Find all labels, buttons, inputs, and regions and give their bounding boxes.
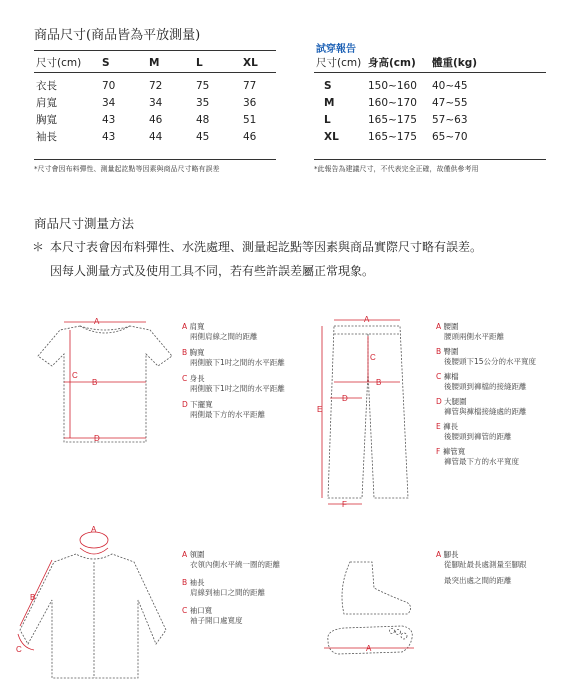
table-header-row [36,54,283,71]
trial-weight: 47~55 [432,96,468,109]
table-bottom-rule [34,159,276,160]
cell: 46 [243,130,257,143]
cell: 48 [196,113,210,126]
tshirt-labels [182,322,285,420]
label-key: E [436,422,441,431]
table-row [316,94,522,111]
label-key: F [436,447,441,456]
trial-size: XL [324,130,339,143]
label-desc: 褲管最下方的水平寬度 [444,457,519,466]
label-name: 袖口寬 [189,606,213,615]
trial-bottom-rule [314,159,546,160]
label-name: 腳長 [443,550,459,559]
table-row [36,94,283,111]
label-name: 腰圍 [443,322,459,331]
method-title: 商品尺寸測量方法 [34,216,135,231]
label-name: 臀圍 [443,347,459,356]
table-row [36,111,283,128]
col-header: XL [243,56,258,69]
trial-size: L [324,113,331,126]
label-desc: 後腰頭到褲管的距離 [444,432,512,441]
label-desc: 兩側最下方的水平距離 [190,410,265,419]
tshirt-mark-d: D [94,434,100,443]
row-name: 胸寬 [36,114,57,126]
pants-mark-b: B [376,378,382,387]
size-label: 尺寸(cm) [36,57,82,69]
product-size-table [36,54,283,145]
tshirt-mark-b: B [92,378,98,387]
shirt-diagram [10,518,176,686]
tshirt-mark-c: C [72,371,78,380]
shirt-mark-a: A [91,525,97,534]
label-name: 領圍 [189,550,205,559]
trial-header-row [316,54,522,71]
method-line-1: 本尺寸表會因布料彈性、水洗處理、測量起訖點等因素與商品實際尺寸略有誤差。 [50,240,483,254]
pants-labels [436,322,536,467]
label-name: 褲檔 [443,372,459,381]
tshirt-diagram [34,312,174,452]
cell: 46 [149,113,163,126]
label-desc: 肩線到袖口之間的距離 [190,588,265,597]
label-desc: 腰頭兩側水平距離 [444,332,504,341]
cell: 36 [243,96,257,109]
trial-report-title: 試穿報告 [316,44,356,55]
label-name: 下擺寬 [190,400,213,409]
table-row [316,111,522,128]
label-desc: 袖子開口處寬度 [190,616,243,625]
pants-mark-a: A [364,315,370,324]
pants-mark-d: D [342,394,348,403]
pants-mark-c: C [370,353,376,362]
label-key: C [182,374,188,383]
cell: 45 [196,130,210,143]
trial-height-header: 身高(cm) [368,57,416,69]
col-header: L [196,56,203,69]
row-name: 衣長 [36,80,57,92]
shirt-mark-b: B [30,593,36,602]
cell: 34 [149,96,163,109]
label-desc: 兩側腋下1吋之間的水平距離 [190,384,285,393]
trial-weight: 40~45 [432,79,468,92]
shirt-mark-c: C [16,645,22,654]
cell: 77 [243,79,257,92]
pants-diagram [314,312,424,512]
cell: 43 [102,130,116,143]
shirt-labels [182,550,280,626]
label-desc: 衣領內側水平繞一圈的距離 [190,560,280,569]
row-name: 袖長 [36,131,57,143]
col-header: S [102,56,110,69]
label-desc: 兩側肩線之間的距離 [190,332,258,341]
cell: 35 [196,96,210,109]
label-key: B [182,578,188,587]
label-name: 胸寬 [189,348,205,357]
label-desc-extra: 最突出處之間的距離 [444,576,512,585]
label-name: 身長 [189,374,205,383]
label-key: D [182,400,188,409]
label-key: A [182,322,188,331]
label-key: A [436,550,442,559]
cell: 44 [149,130,163,143]
foot-diagram [310,548,420,668]
label-name: 袖長 [189,578,205,587]
table-row [36,77,283,94]
label-desc: 後腰頭到褲檔的接縫距離 [444,382,527,391]
label-name: 褲管寬 [442,447,466,456]
product-size-note: *尺寸會因布料彈性、測量起訖點等因素與商品尺寸略有誤差 [34,165,220,173]
product-size-title: 商品尺寸(商品皆為平放測量) [34,28,201,43]
cell: 34 [102,96,116,109]
label-name: 褲長 [443,422,459,431]
method-bullet: ＊ [32,240,45,254]
cell: 43 [102,113,116,126]
label-desc: 兩側腋下1吋之間的水平距離 [190,358,285,367]
label-key: B [436,347,442,356]
label-key: A [182,550,188,559]
label-name: 肩寬 [189,322,205,331]
method-line-2: 因每人測量方式及使用工具不同，若有些許誤差屬正常現象。 [50,264,375,278]
trial-weight-header: 體重(kg) [432,57,478,69]
trial-height: 150~160 [368,79,417,92]
table-top-rule [34,50,276,51]
cell: 75 [196,79,210,92]
cell: 70 [102,79,116,92]
pants-mark-e: E [317,405,323,414]
trial-size: M [324,96,335,109]
trial-size-header: 尺寸(cm) [316,57,362,69]
label-desc: 從腳趾最長處測量至腳跟 [444,560,527,569]
trial-height: 160~170 [368,96,417,109]
foot-labels [436,550,527,586]
trial-weight: 65~70 [432,130,468,143]
trial-height: 165~175 [368,113,417,126]
trial-size: S [324,79,332,92]
table-row [316,128,522,145]
tshirt-mark-a: A [94,317,100,326]
pants-mark-f: F [342,500,347,509]
trial-height: 165~175 [368,130,417,143]
label-key: C [436,372,442,381]
foot-mark-a: A [366,644,372,653]
label-desc: 褲管與褲檔接縫處的距離 [444,407,527,416]
cell: 72 [149,79,163,92]
label-desc: 後腰頭下15公分的水平寬度 [444,357,537,366]
label-name: 大腿圍 [444,397,467,406]
label-key: A [436,322,442,331]
trial-report-note: *此報告為建議尺寸，不代表完全正確，故僅供參考用 [314,165,479,173]
label-key: B [182,348,188,357]
label-key: D [436,397,442,406]
label-key: C [182,606,188,615]
trial-weight: 57~63 [432,113,468,126]
row-name: 肩寬 [36,97,57,109]
trial-report-table [316,54,522,145]
table-row [316,77,522,94]
cell: 51 [243,113,257,126]
col-header: M [149,56,160,69]
table-row [36,128,283,145]
